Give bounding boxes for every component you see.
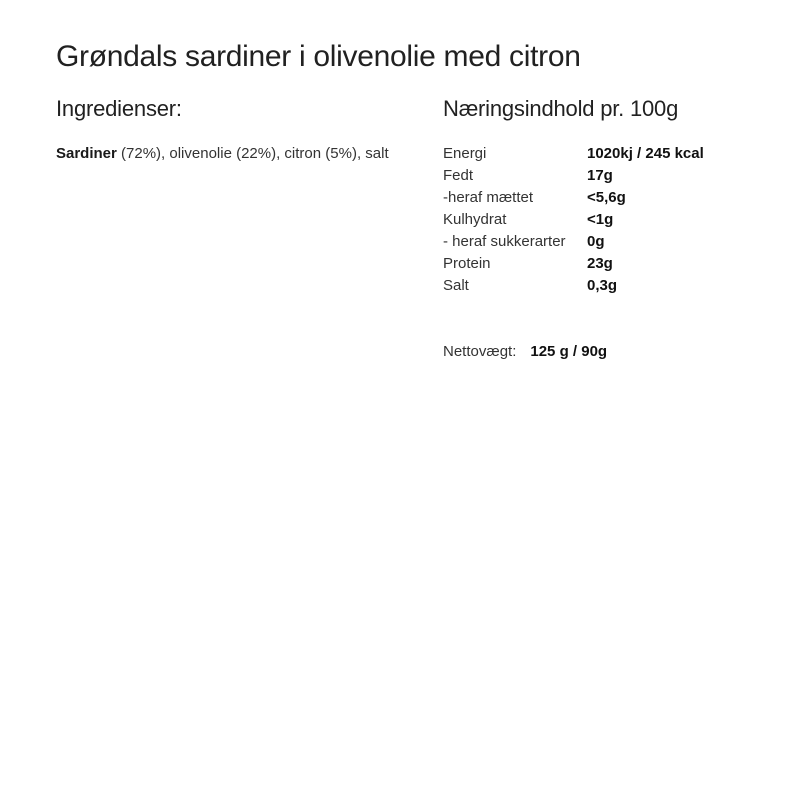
nutrition-label: Energi <box>443 144 487 162</box>
nutrition-value: <1g <box>587 210 614 228</box>
nutrition-value: <5,6g <box>587 188 626 206</box>
nutrition-row-sugars <box>443 231 744 253</box>
nutrition-section <box>443 95 744 363</box>
nutrition-value: 0g <box>587 232 605 250</box>
nutrition-label: - heraf sukkerarter <box>443 232 566 250</box>
nutrition-label: Fedt <box>443 166 474 184</box>
ingredients-section <box>56 95 443 363</box>
nutrition-value: 0,3g <box>587 276 618 294</box>
nutrition-value: 1020kj / 245 kcal <box>587 144 704 162</box>
net-weight-row <box>443 341 744 363</box>
nutrition-label: -heraf mættet <box>443 188 534 206</box>
nutrition-heading: Næringsindhold pr. 100g <box>443 96 679 121</box>
nutrition-row-salt <box>443 275 744 297</box>
nutrition-label: Kulhydrat <box>443 210 507 228</box>
nutrition-value: 17g <box>587 166 613 184</box>
nutrition-table <box>443 143 744 297</box>
nutrition-value: 23g <box>587 254 613 272</box>
nutrition-row-saturated-fat <box>443 187 744 209</box>
ingredient-rest: (72%), olivenolie (22%), citron (5%), salt <box>116 144 389 162</box>
nutrition-row-carbohydrate <box>443 209 744 231</box>
nutrition-row-energy <box>443 143 744 165</box>
net-weight-value: 125 g / 90g <box>530 342 608 360</box>
nutrition-row-fat <box>443 165 744 187</box>
content-columns <box>56 95 744 363</box>
ingredients-text <box>56 143 401 165</box>
ingredient-primary: Sardiner <box>56 144 117 162</box>
page-title: Grøndals sardiner i olivenolie med citron <box>56 40 581 73</box>
nutrition-label: Salt <box>443 276 469 294</box>
ingredients-heading: Ingredienser: <box>56 96 182 121</box>
nutrition-label: Protein <box>443 254 491 272</box>
net-weight-label: Nettovægt: <box>443 342 517 360</box>
nutrition-row-protein <box>443 253 744 275</box>
